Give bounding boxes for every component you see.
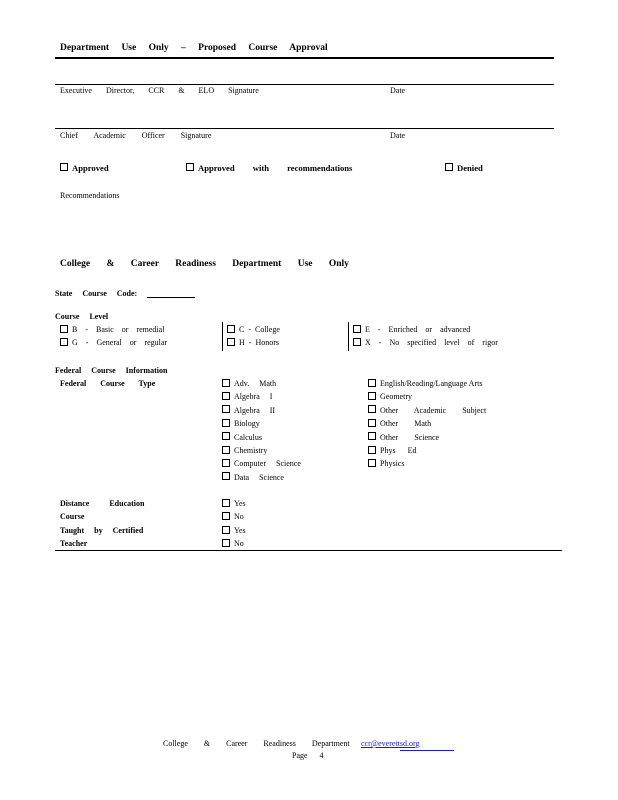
column-divider: [348, 322, 349, 351]
recommendations-label: Recommendations: [60, 191, 120, 200]
course-type-option[interactable]: Other Academic Subject: [368, 404, 486, 417]
checkbox-icon[interactable]: [222, 499, 230, 507]
denied-option[interactable]: Denied: [445, 163, 483, 173]
course-type-option[interactable]: Algebra I: [222, 390, 301, 403]
distance-education-yes[interactable]: Yes: [222, 497, 246, 510]
course-level-option[interactable]: G - General or regular: [60, 336, 167, 349]
course-level-option[interactable]: C - College: [227, 323, 280, 336]
distance-education-label: Distance Education Course: [60, 499, 145, 521]
ccr-section-title: College & Career Readiness Department Use Only: [60, 259, 349, 269]
course-type-option[interactable]: Other Math: [368, 417, 486, 430]
approved-option[interactable]: Approved: [60, 163, 109, 173]
federal-type-label: Federal Course Type: [60, 379, 156, 388]
checkbox-icon[interactable]: [222, 432, 230, 440]
checkbox-icon[interactable]: [222, 539, 230, 547]
course-type-option[interactable]: Calculus: [222, 431, 301, 444]
section-end-rule: [55, 550, 562, 551]
checkbox-icon[interactable]: [227, 338, 235, 346]
checkbox-icon[interactable]: [186, 163, 194, 171]
signature-label-chief: Chief Academic Officer Signature: [60, 131, 212, 140]
state-course-code-label: State Course Code:: [55, 289, 138, 298]
checkbox-icon[interactable]: [60, 338, 68, 346]
checkbox-icon[interactable]: [368, 432, 376, 440]
section-title: Department Use Only – Proposed Course Approval: [60, 43, 328, 53]
course-level-option[interactable]: X - No specified level of rigor: [353, 336, 498, 349]
checkbox-icon[interactable]: [227, 325, 235, 333]
header-rule: [55, 57, 554, 59]
column-divider: [222, 322, 223, 351]
certified-teacher-no[interactable]: No: [222, 537, 246, 550]
federal-info-label: Federal Course Information: [55, 366, 168, 375]
certified-teacher-yes[interactable]: Yes: [222, 524, 246, 537]
course-type-option[interactable]: English/Reading/Language Arts: [368, 377, 486, 390]
checkbox-icon[interactable]: [60, 163, 68, 171]
approved-with-recommendations-option[interactable]: Approved with recommendations: [186, 163, 352, 173]
checkbox-icon[interactable]: [222, 446, 230, 454]
course-type-option[interactable]: Algebra II: [222, 404, 301, 417]
checkbox-icon[interactable]: [222, 472, 230, 480]
distance-education-no[interactable]: No: [222, 510, 246, 523]
course-level-col2: [227, 323, 280, 350]
checkbox-icon[interactable]: [222, 379, 230, 387]
checkbox-icon[interactable]: [368, 419, 376, 427]
checkbox-icon[interactable]: [222, 392, 230, 400]
date-label: Date: [390, 131, 406, 140]
checkbox-icon[interactable]: [353, 325, 361, 333]
federal-type-col2: [368, 377, 486, 471]
checkbox-icon[interactable]: [60, 325, 68, 333]
checkbox-icon[interactable]: [368, 459, 376, 467]
checkbox-icon[interactable]: [222, 419, 230, 427]
signature-label-executive: Executive Director, CCR & ELO Signature: [60, 86, 259, 95]
checkbox-icon[interactable]: [222, 526, 230, 534]
course-level-option[interactable]: H - Honors: [227, 336, 280, 349]
course-type-option[interactable]: Computer Science: [222, 457, 301, 470]
course-level-option[interactable]: B - Basic or remedial: [60, 323, 167, 336]
course-type-option[interactable]: Biology: [222, 417, 301, 430]
course-type-option[interactable]: Geometry: [368, 390, 486, 403]
checkbox-icon[interactable]: [222, 459, 230, 467]
state-course-code-field[interactable]: [147, 288, 195, 298]
course-level-col3: [353, 323, 498, 350]
course-type-option[interactable]: Other Science: [368, 431, 486, 444]
course-type-option[interactable]: Phys Ed: [368, 444, 486, 457]
course-type-option[interactable]: Data Science: [222, 471, 301, 484]
checkbox-icon[interactable]: [368, 405, 376, 413]
course-level-option[interactable]: E - Enriched or advanced: [353, 323, 498, 336]
checkbox-icon[interactable]: [222, 512, 230, 520]
signature-line: [55, 128, 554, 129]
checkbox-icon[interactable]: [368, 379, 376, 387]
footer-email[interactable]: [361, 739, 454, 748]
course-type-option[interactable]: Physics: [368, 457, 486, 470]
course-type-option[interactable]: Chemistry: [222, 444, 301, 457]
footer-email-link[interactable]: ccr@everettsd.org: [361, 739, 420, 748]
state-course-code: [55, 288, 195, 298]
course-level-col1: [60, 323, 167, 350]
course-level-label: Course Level: [55, 312, 109, 321]
checkbox-icon[interactable]: [368, 446, 376, 454]
footer-dept: College & Career Readiness Department: [163, 739, 350, 748]
certified-teacher-options: [222, 524, 246, 551]
checkbox-icon[interactable]: [222, 405, 230, 413]
distance-education-options: [222, 497, 246, 524]
certified-teacher-label: Taught by Certified Teacher: [60, 526, 144, 548]
footer-link-underline: [400, 750, 454, 751]
page-number: Page 4: [292, 751, 324, 760]
signature-line: [55, 84, 554, 85]
checkbox-icon[interactable]: [353, 338, 361, 346]
federal-type-col1: [222, 377, 301, 484]
checkbox-icon[interactable]: [368, 392, 376, 400]
checkbox-icon[interactable]: [445, 163, 453, 171]
date-label: Date: [390, 86, 406, 95]
course-type-option[interactable]: Adv. Math: [222, 377, 301, 390]
